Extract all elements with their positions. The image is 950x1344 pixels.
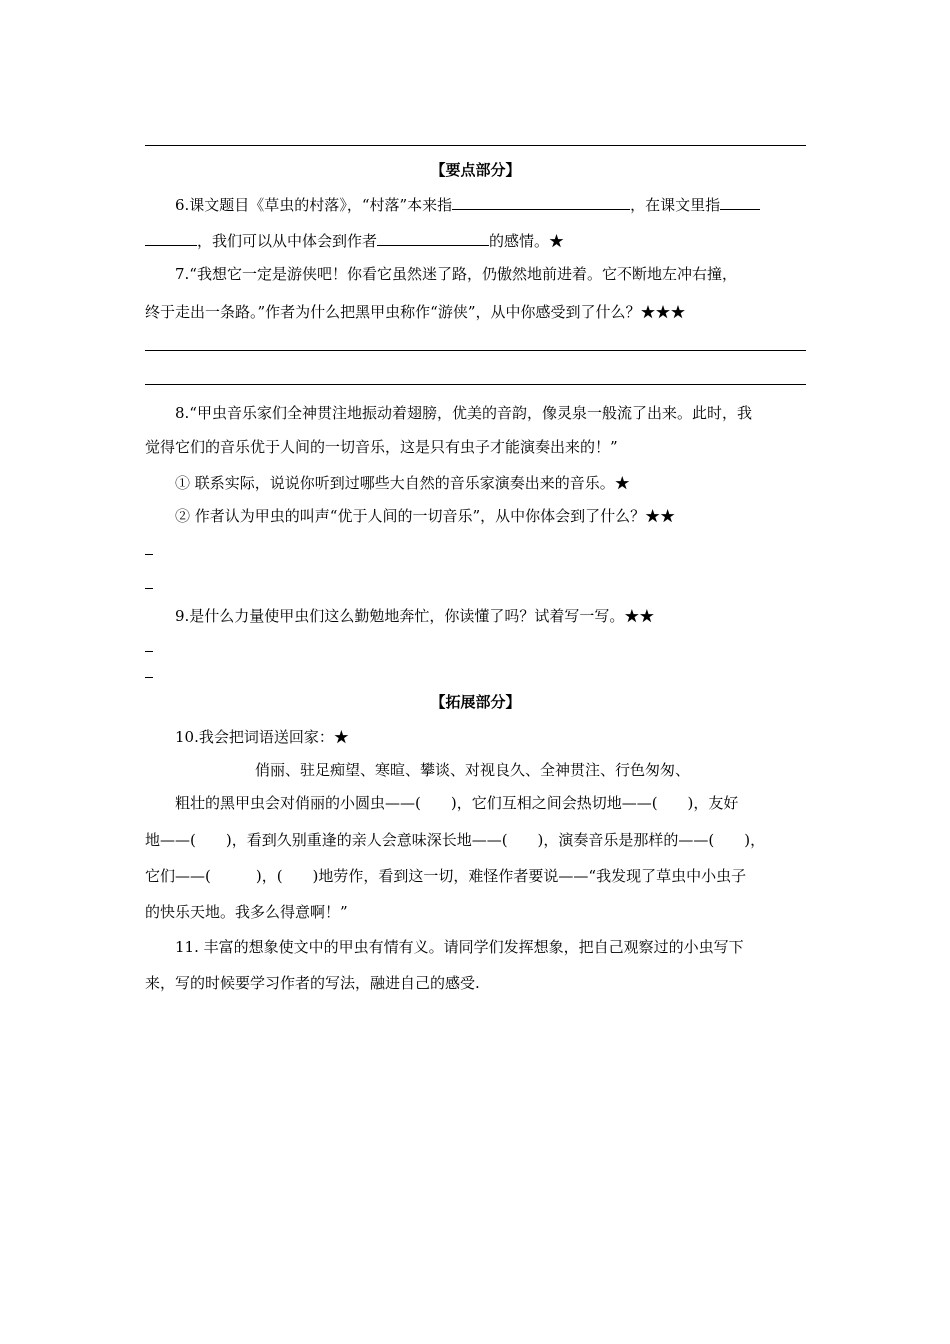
question-9-line-1: 9.是什么力量使甲虫们这么勤勉地奔忙，你读懂了吗？试着写一写。★★ bbox=[175, 607, 655, 625]
answer-blank[interactable] bbox=[720, 195, 760, 210]
q6-text-b: ，在课文里指 bbox=[630, 196, 721, 214]
question-6-line-1 bbox=[145, 195, 806, 215]
section-heading-extension: 【拓展部分】 bbox=[430, 693, 521, 711]
question-8-line-1: 8.“甲虫音乐家们全神贯注地振动着翅膀，优美的音韵，像灵泉一般流了出来。此时，我 bbox=[175, 404, 752, 422]
answer-blank[interactable] bbox=[452, 195, 630, 210]
question-10-para-4: 的快乐天地。我多么得意啊！” bbox=[145, 903, 348, 921]
answer-line[interactable] bbox=[145, 384, 806, 385]
q6-text-a: 6.课文题目《草虫的村落》，“村落”本来指 bbox=[175, 196, 453, 214]
section-heading-key: 【要点部分】 bbox=[430, 161, 521, 179]
question-10-para-3: 它们——( )，( )地劳作，看到这一切，难怪作者要说——“我发现了草虫中小虫子 bbox=[145, 867, 747, 885]
answer-line-stub[interactable] bbox=[145, 588, 153, 589]
word-bank: 俏丽、驻足痴望、寒暄、攀谈、对视良久、全神贯注、行色匆匆、 bbox=[255, 761, 691, 779]
q6-text-d: 的感情。★ bbox=[489, 232, 565, 250]
answer-blank[interactable] bbox=[377, 231, 489, 246]
answer-line-stub[interactable] bbox=[145, 677, 153, 678]
question-8-sub-1: ① 联系实际，说说你听到过哪些大自然的音乐家演奏出来的音乐。★ bbox=[175, 474, 630, 492]
question-10-line-1: 10.我会把词语送回家：★ bbox=[175, 728, 349, 746]
q6-text-c: ，我们可以从中体会到作者 bbox=[197, 232, 378, 250]
question-7-line-1: 7.“我想它一定是游侠吧！你看它虽然迷了路，仍傲然地前进着。它不断地左冲右撞， bbox=[175, 265, 737, 283]
answer-blank[interactable] bbox=[145, 231, 197, 246]
question-8-sub-2: ② 作者认为甲虫的叫声“优于人间的一切音乐”，从中你体会到了什么？★★ bbox=[175, 507, 676, 525]
answer-line-stub[interactable] bbox=[145, 651, 153, 652]
question-8-line-2: 觉得它们的音乐优于人间的一切音乐，这是只有虫子才能演奏出来的！” bbox=[145, 438, 618, 456]
answer-line-stub[interactable] bbox=[145, 554, 153, 555]
question-10-para-1: 粗壮的黑甲虫会对俏丽的小圆虫——( )，它们互相之间会热切地——( )，友好 bbox=[175, 794, 739, 812]
question-10-para-2: 地——( )，看到久别重逢的亲人会意味深长地——( )，演奏音乐是那样的——( )， bbox=[145, 831, 766, 849]
answer-line[interactable] bbox=[145, 350, 806, 351]
question-11-line-2: 来，写的时候要学习作者的写法，融进自己的感受. bbox=[145, 974, 480, 992]
question-6-line-2 bbox=[145, 231, 806, 251]
top-rule bbox=[145, 145, 806, 146]
question-11-line-1: 11. 丰富的想象使文中的甲虫有情有义。请同学们发挥想象，把自己观察过的小虫写下 bbox=[175, 938, 744, 956]
question-7-line-2: 终于走出一条路。”作者为什么把黑甲虫称作“游侠”，从中你感受到了什么？★★★ bbox=[145, 303, 686, 321]
